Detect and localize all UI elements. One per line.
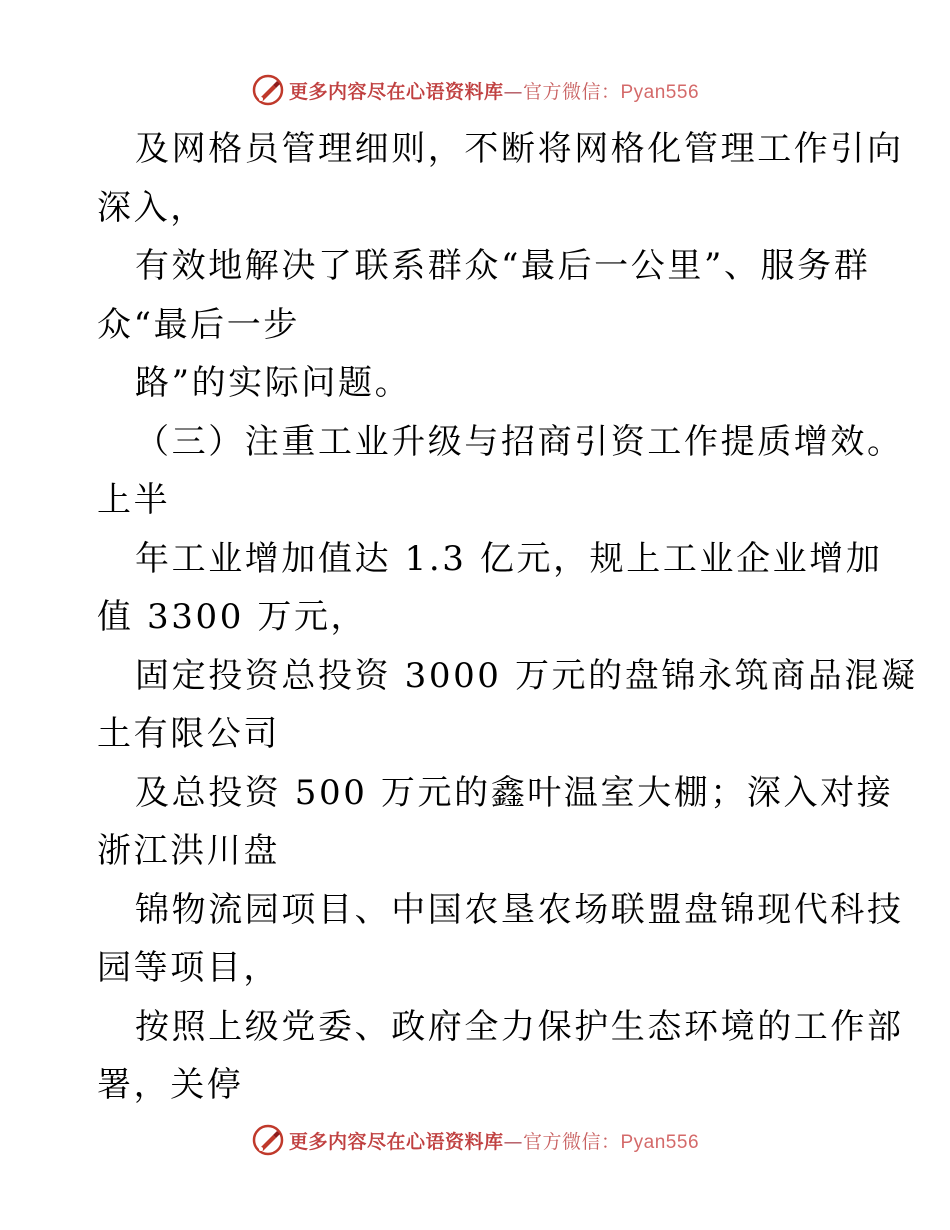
body-text-line: 有效地解决了联系群众“最后一公里”、服务群 (135, 246, 871, 286)
footer-watermark (0, 1120, 950, 1160)
watermark-brand: 更多内容尽在心语资料库 (288, 1130, 504, 1153)
body-text-line: （三）注重工业升级与招商引资工作提质增效。 (135, 421, 904, 462)
body-text-line: 浙江洪川盘 (97, 831, 280, 871)
watermark-separator: — (503, 1130, 523, 1153)
body-text-line: 深入， (97, 187, 207, 228)
body-text-line: 路”的实际问题。 (135, 363, 412, 403)
header-watermark (0, 70, 950, 110)
body-text-line: 署，关停 (97, 1065, 244, 1105)
body-text-line: 固定投资总投资 3000 万元的盘锦永筑商品混凝 (135, 655, 918, 696)
body-text-line: 锦物流园项目、中国农垦农场联盟盘锦现代科技 (135, 889, 904, 930)
pen-logo-icon (251, 1123, 285, 1157)
body-text-line: 及总投资 500 万元的鑫叶温室大棚；深入对接 (135, 772, 894, 813)
document-body (97, 120, 918, 1115)
watermark-group (251, 73, 699, 107)
body-text-line: 及网格员管理细则，不断将网格化管理工作引向 (135, 129, 904, 169)
watermark-wechat-label: 官方微信： (522, 1130, 621, 1153)
watermark-brand: 更多内容尽在心语资料库 (288, 80, 504, 103)
body-text-line: 土有限公司 (97, 714, 280, 754)
body-text-line: 按照上级党委、政府全力保护生态环境的工作部 (135, 1006, 904, 1047)
body-text-line: 值 3300 万元， (97, 597, 368, 637)
pen-logo-icon (251, 73, 285, 107)
watermark-wechat-label: 官方微信： (522, 80, 621, 103)
watermark-wechat-id: Pyan556 (620, 81, 700, 103)
watermark-text (289, 77, 699, 104)
body-text-line: 众“最后一步 (97, 304, 300, 345)
watermark-group (251, 1123, 699, 1157)
body-text-line: 年工业增加值达 1.3 亿元，规上工业企业增加 (135, 538, 883, 579)
body-text-line: 上半 (97, 480, 171, 520)
watermark-wechat-id: Pyan556 (620, 1131, 700, 1153)
watermark-text (289, 1127, 699, 1154)
body-text-line: 园等项目， (97, 948, 280, 988)
watermark-separator: — (503, 80, 523, 103)
